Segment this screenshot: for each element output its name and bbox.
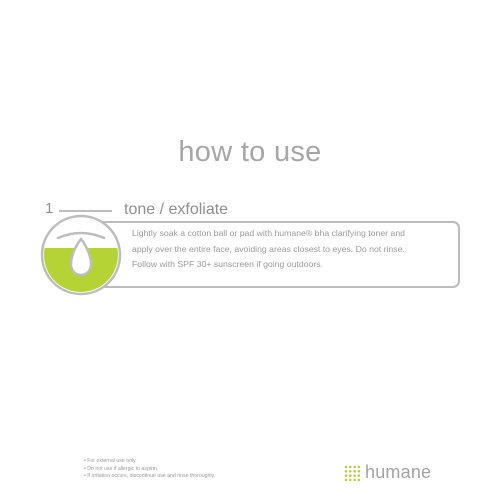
warning-item: • If irritation occurs, discontinue use and rinse thoroughly. xyxy=(84,473,216,480)
warning-item: • Do not use if allergic to aspirin. xyxy=(84,465,159,472)
page-title: how to use xyxy=(178,136,322,168)
step-instruction-line: apply over the entire face, avoiding areas closest to eyes. Do not rinse. xyxy=(132,243,405,254)
step-instruction-line: Lightly soak a cotton ball or pad with humane® bha clarifying toner and xyxy=(132,228,405,238)
warnings-list xyxy=(84,458,215,481)
step-number: 1 xyxy=(45,200,54,217)
brand-name: humane xyxy=(365,462,432,482)
cotton-pad-drop-icon-graphic xyxy=(40,214,122,296)
step-title: tone / exfoliate xyxy=(124,201,229,218)
warning-item: • For external use only. xyxy=(84,458,137,464)
cotton-pad-drop-icon xyxy=(40,214,122,296)
step-instruction-line: Follow with SPF 30+ sunscreen if going outdoors. xyxy=(132,259,323,269)
dot-grid-logo-icon xyxy=(344,465,361,482)
step-instructions xyxy=(132,226,450,273)
step-divider xyxy=(59,210,112,212)
